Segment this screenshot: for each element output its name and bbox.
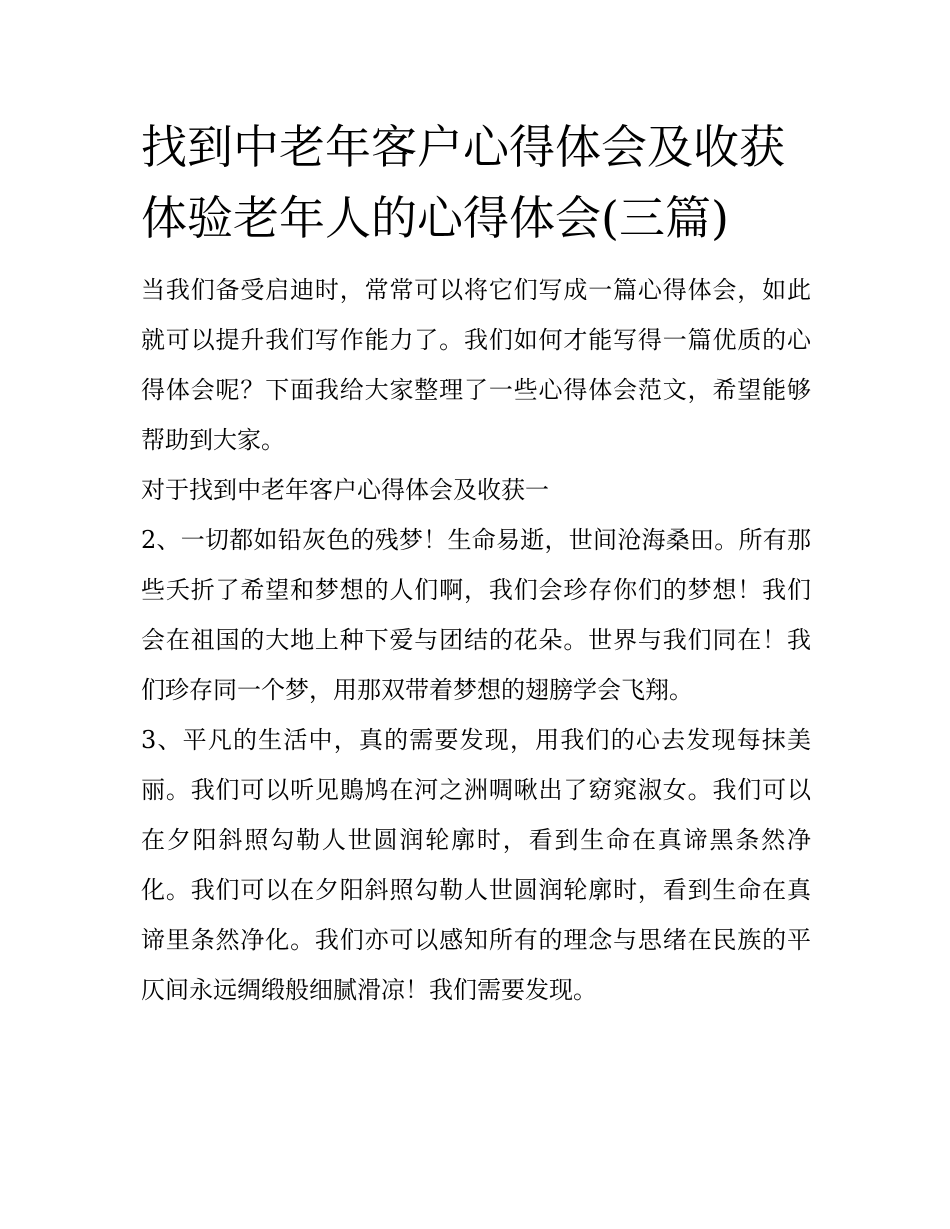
document-content	[141, 112, 811, 1015]
intro-paragraph: 当我们备受启迪时，常常可以将它们写成一篇心得体会，如此就可以提升我们写作能力了。我们如何才能写得一篇优质的心得体会呢？下面我给大家整理了一些心得体会范文，希望能够帮助到大家。	[141, 276, 811, 454]
document-title: 找到中老年客户心得体会及收获 体验老年人的心得体会(三篇)	[141, 120, 785, 245]
section-heading: 对于找到中老年客户心得体会及收获一	[141, 476, 549, 504]
list-item-2: 2、一切都如铅灰色的残梦！生命易逝，世间沧海桑田。所有那些夭折了希望和梦想的人们啊，我们会珍存你们的梦想！我们会在祖国的大地上种下爱与团结的花朵。世界与我们同在！我们珍存同一个梦，用那双带着梦想的翅膀学会飞翔。	[141, 526, 811, 704]
list-item-3: 3、平凡的生活中，真的需要发现，用我们的心去发现每抹美丽。我们可以听见鵙鸠在河之洲啁啾出了窈窕淑女。我们可以在夕阳斜照勾勒人世圆润轮廓时，看到生命在真谛黑条然净化。我们可以在夕阳斜照勾勒人世圆润轮廓时，看到生命在真谛里条然净化。我们亦可以感知所有的理念与思绪在民族的平仄间永远绸缎般细腻滑凉！我们需要发现。	[141, 726, 811, 1004]
